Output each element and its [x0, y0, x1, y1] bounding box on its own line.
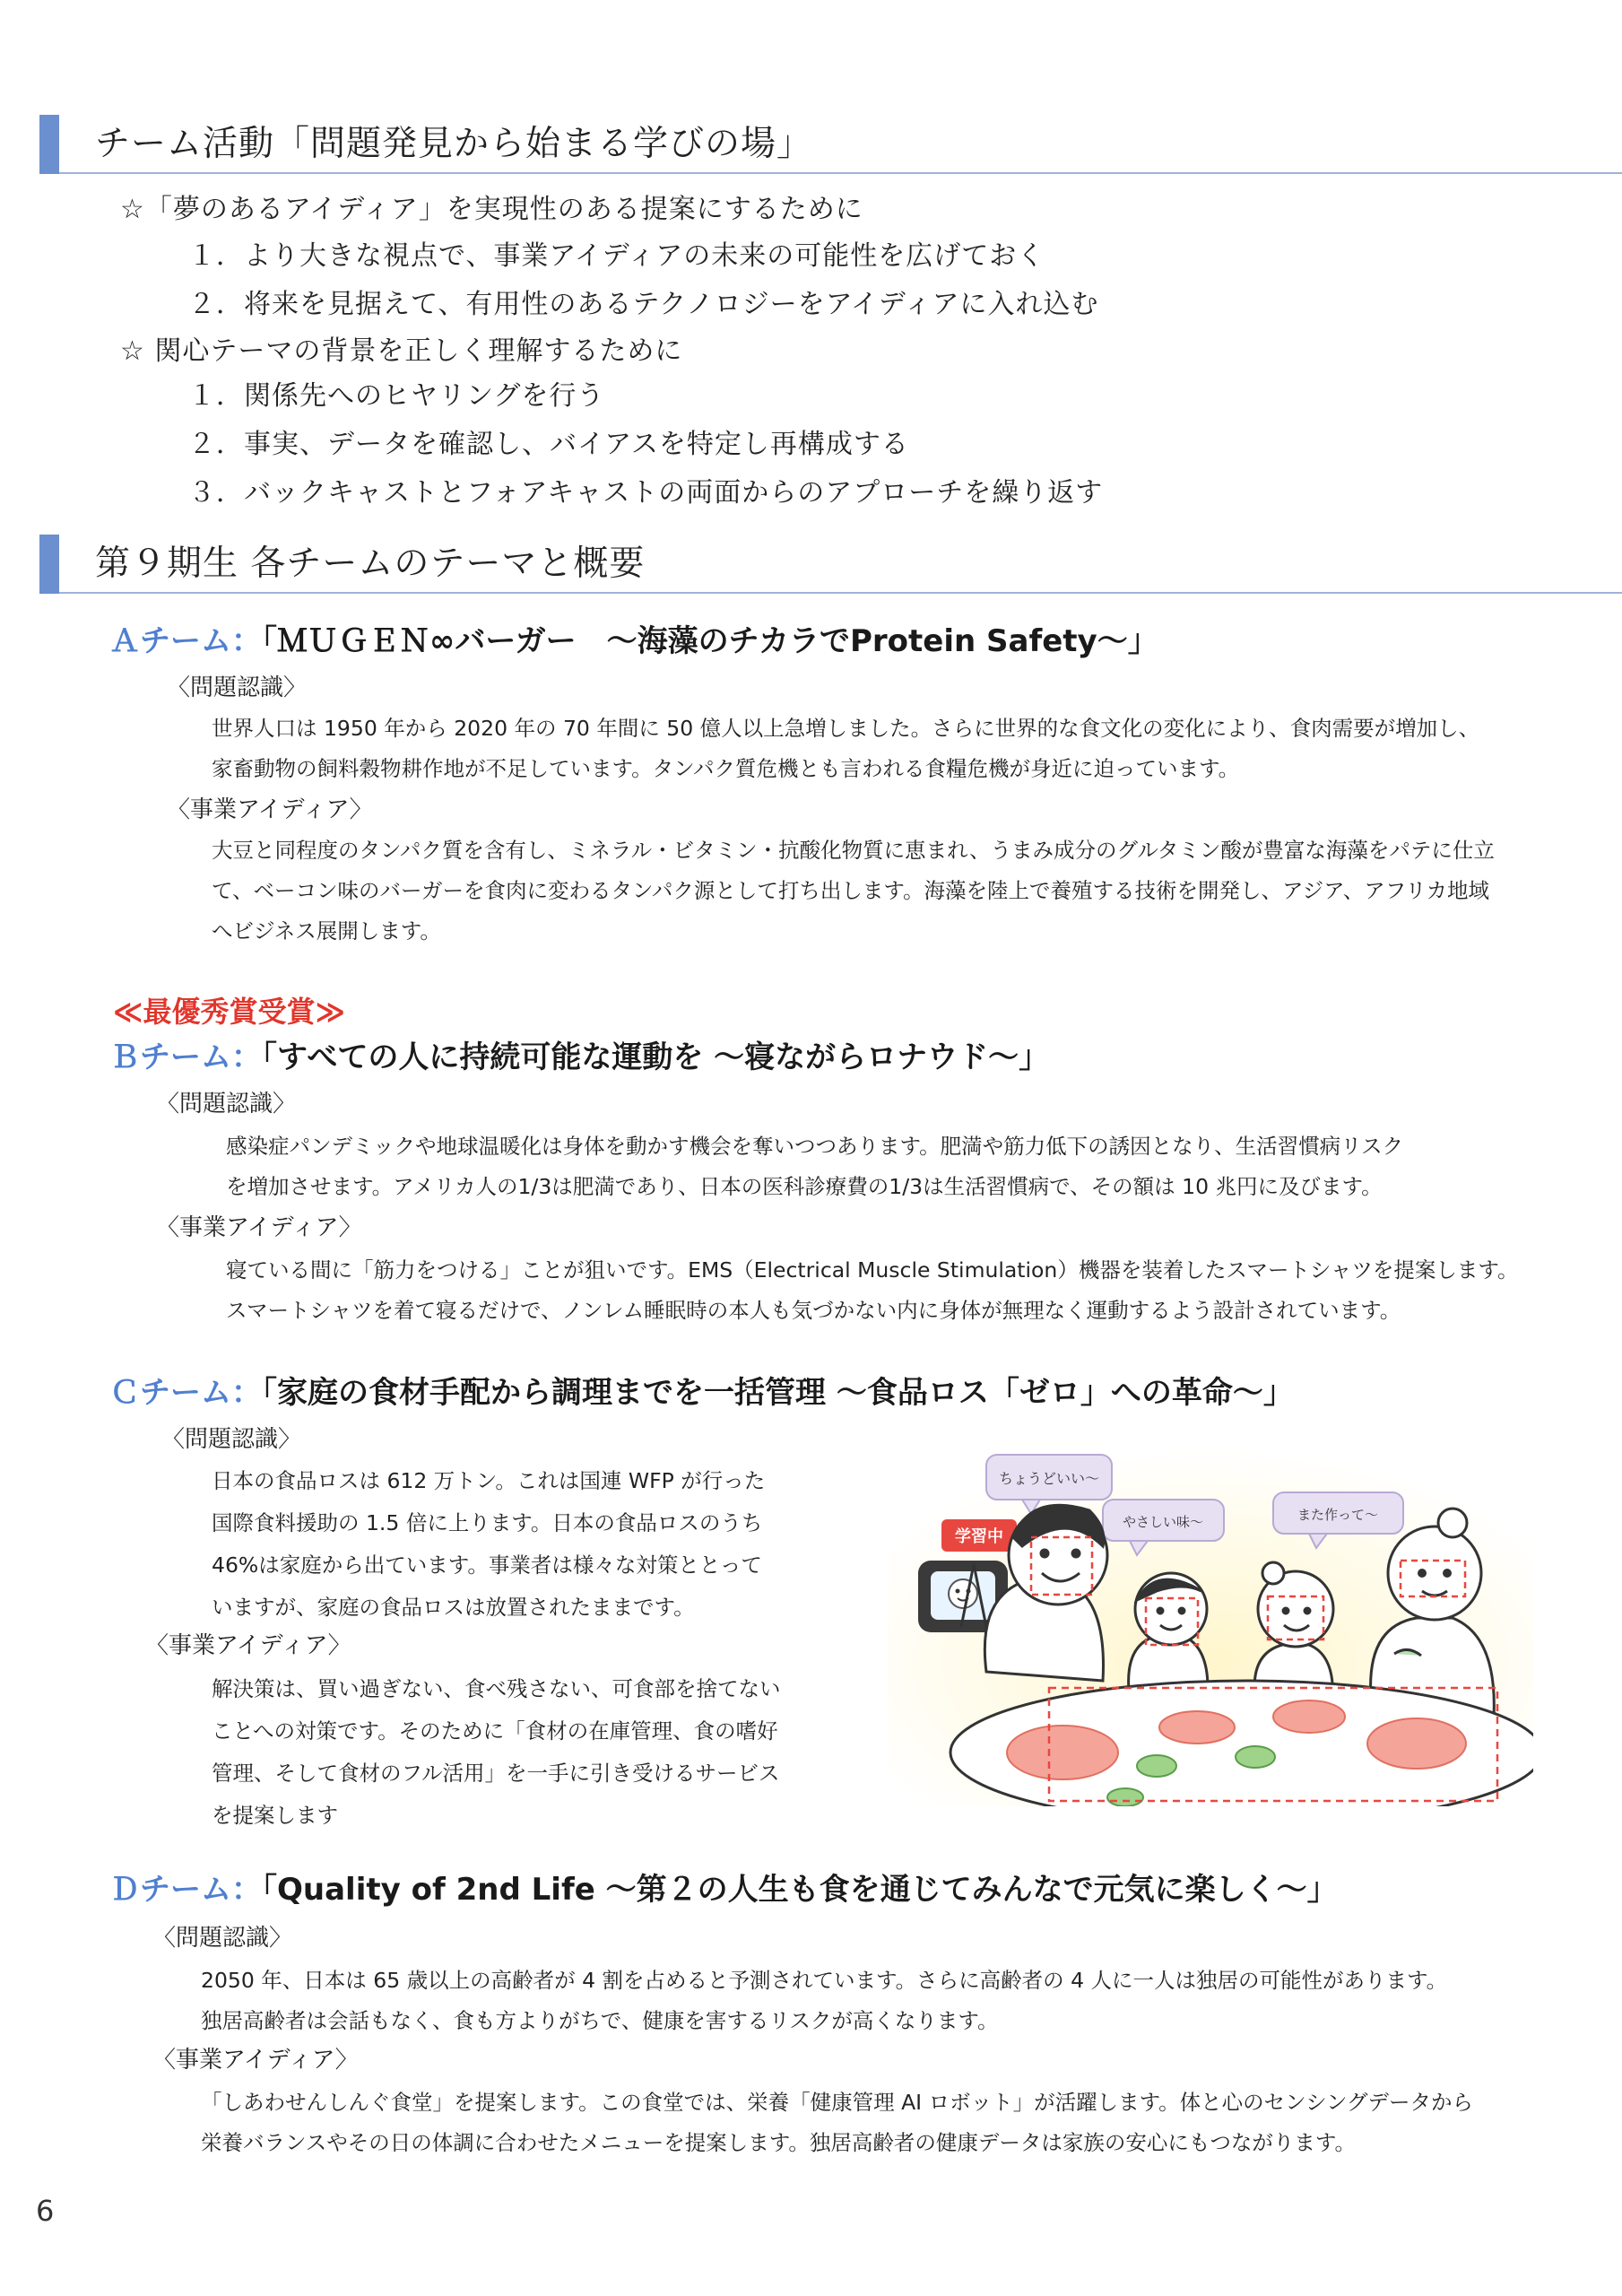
award-label: ≪最優秀賞受賞≫: [113, 995, 346, 1029]
team-a-label: Ａチーム：: [109, 623, 262, 659]
team-d-heading: [109, 1869, 1338, 1910]
section-accent-bar: [39, 115, 59, 174]
text-line: て、ベーコン味のバーガーを食肉に変わるタンパク源として打ち出します。海藻を陸上で養殖する技術を開発し、アジア、アフリカ地域: [212, 878, 1490, 903]
team-c-idea-heading: 〈事業アイディア〉: [145, 1632, 351, 1659]
text-line: 管理、そして食材のフル活用」を一手に引き受けるサービス: [212, 1761, 780, 1786]
text-line: 日本の食品ロスは 612 万トン。これは国連 WFP が行った: [212, 1468, 766, 1493]
team-a-problem-heading: 〈問題認識〉: [167, 674, 308, 701]
team-b-idea-text: [226, 1250, 1519, 1331]
team-c-problem-text: [212, 1460, 765, 1629]
team-c-illustration: [888, 1448, 1533, 1806]
team-b-problem-heading: 〈問題認識〉: [156, 1091, 297, 1118]
team-d-label: Ｄチーム：: [109, 1872, 262, 1908]
list-item: ２．事実、データを確認し、バイアスを特定し再構成する: [188, 429, 909, 460]
section-underline: [59, 172, 1622, 174]
bubble-text: ちょうどいい～: [998, 1470, 1100, 1487]
team-b-heading: [109, 1037, 1049, 1078]
section-title: 第９期生 各チームのテーマと概要: [95, 544, 646, 584]
list-item: ☆「夢のあるアイディア」を実現性のある提案にするために: [120, 194, 863, 225]
team-c-label: Ｃチーム：: [109, 1375, 262, 1411]
text-line: 家畜動物の飼料穀物耕作地が不足しています。タンパク質危機とも言われる食糧危機が身近に迫っています。: [212, 756, 1240, 781]
text-line: 2050 年、日本は 65 歳以上の高齢者が 4 割を占めると予測されています。さらに高齢者の 4 人に一人は独居の可能性があります。: [201, 1968, 1448, 1993]
section-header-team-activity: [39, 115, 1622, 174]
team-a-title: 「ＭＵＧＥＮ∞バーガー ～海藻のチカラでProtein Safety～」: [262, 623, 1158, 659]
team-b-problem-text: [226, 1126, 1403, 1207]
text-line: 国際食料援助の 1.5 倍に上ります。日本の食品ロスのうち: [212, 1510, 763, 1535]
bubble-text: また作って～: [1297, 1507, 1379, 1523]
section-underline: [59, 592, 1622, 594]
list-item: ２．将来を見据えて、有用性のあるテクノロジーをアイディアに入れ込む: [188, 289, 1099, 320]
team-d-title: 「Quality of 2nd Life ～第２の人生も食を通じてみんなで元気に楽しく～」: [262, 1872, 1338, 1908]
team-c-title: 「家庭の食材手配から調理までを一括管理 ～食品ロス「ゼロ」への革命～」: [262, 1375, 1294, 1411]
section-accent-bar: [39, 535, 59, 594]
bubble-text: やさしい味～: [1122, 1514, 1204, 1530]
list-item: １．関係先へのヒヤリングを行う: [188, 380, 605, 412]
text-line: 栄養バランスやその日の体調に合わせたメニューを提案します。独居高齢者の健康データは家族の安心にもつながります。: [201, 2130, 1357, 2155]
team-b-title: 「すべての人に持続可能な運動を ～寝ながらロナウド～」: [262, 1039, 1050, 1075]
team-b-idea-heading: 〈事業アイディア〉: [156, 1214, 362, 1241]
team-a-heading: [109, 621, 1158, 662]
text-line: 世界人口は 1950 年から 2020 年の 70 年間に 50 億人以上急増しました。さらに世界的な食文化の変化により、食肉需要が増加し、: [212, 716, 1480, 741]
section-title: チーム活動「問題発見から始まる学びの場」: [95, 124, 813, 164]
team-a-idea-text: [212, 831, 1495, 952]
team-c-idea-text: [212, 1668, 781, 1837]
team-d-idea-heading: 〈事業アイディア〉: [152, 2047, 359, 2074]
text-line: いますが、家庭の食品ロスは放置されたままです。: [212, 1595, 695, 1620]
text-line: 感染症パンデミックや地球温暖化は身体を動かす機会を奪いつつあります。肥満や筋力低下の誘因となり、生活習慣病リスク: [226, 1134, 1404, 1159]
list-item: １．より大きな視点で、事業アイディアの未来の可能性を広げておく: [188, 240, 1045, 272]
list-item: ☆ 関心テーマの背景を正しく理解するために: [120, 335, 683, 367]
text-line: へビジネス展開します。: [212, 918, 441, 944]
text-line: 解決策は、買い過ぎない、食べ残さない、可食部を捨てない: [212, 1676, 781, 1701]
text-line: を増加させます。アメリカ人の1/3は肥満であり、日本の医科診療費の1/3は生活習慣病で、その額は 10 兆円に及びます。: [226, 1174, 1383, 1199]
text-line: 寝ている間に「筋力をつける」ことが狙いです。EMS（Electrical Muscle Stimulation）機器を装着したスマートシャツを提案します。: [226, 1257, 1519, 1283]
team-a-idea-heading: 〈事業アイディア〉: [167, 796, 373, 823]
text-line: 独居高齢者は会話もなく、食も方よりがちで、健康を害するリスクが高くなります。: [201, 2008, 999, 2033]
text-line: ことへの対策です。そのために「食材の在庫管理、食の嗜好: [212, 1718, 778, 1744]
team-d-problem-text: [201, 1961, 1447, 2041]
team-d-idea-text: [201, 2083, 1473, 2163]
text-line: 46%は家庭から出ています。事業者は様々な対策ととって: [212, 1552, 762, 1578]
section-header-team-themes: [39, 535, 1622, 594]
text-line: を提案します: [212, 1803, 338, 1828]
team-c-heading: [109, 1372, 1294, 1413]
team-a-problem-text: [212, 709, 1479, 789]
team-b-label: Ｂチーム：: [109, 1039, 262, 1075]
learning-badge: [941, 1519, 1017, 1552]
badge-text: 学習中: [955, 1527, 1003, 1546]
team-d-problem-heading: 〈問題認識〉: [152, 1925, 293, 1952]
team-c-problem-heading: 〈問題認識〉: [161, 1426, 302, 1453]
text-line: 「しあわせんしんぐ食堂」を提案します。この食堂では、栄養「健康管理 AI ロボット」が活躍します。体と心のセンシングデータから: [201, 2090, 1474, 2115]
page-number: 6: [36, 2194, 55, 2228]
family-dining-illustration: [888, 1448, 1533, 1806]
list-item: ３．バックキャストとフォアキャストの両面からのアプローチを繰り返す: [188, 477, 1104, 509]
text-line: 大豆と同程度のタンパク質を含有し、ミネラル・ビタミン・抗酸化物質に恵まれ、うまみ成分のグルタミン酸が豊富な海藻をパテに仕立: [212, 838, 1495, 863]
text-line: スマートシャツを着て寝るだけで、ノンレム睡眠時の本人も気づかない内に身体が無理なく運動するよう設計されています。: [226, 1298, 1401, 1323]
